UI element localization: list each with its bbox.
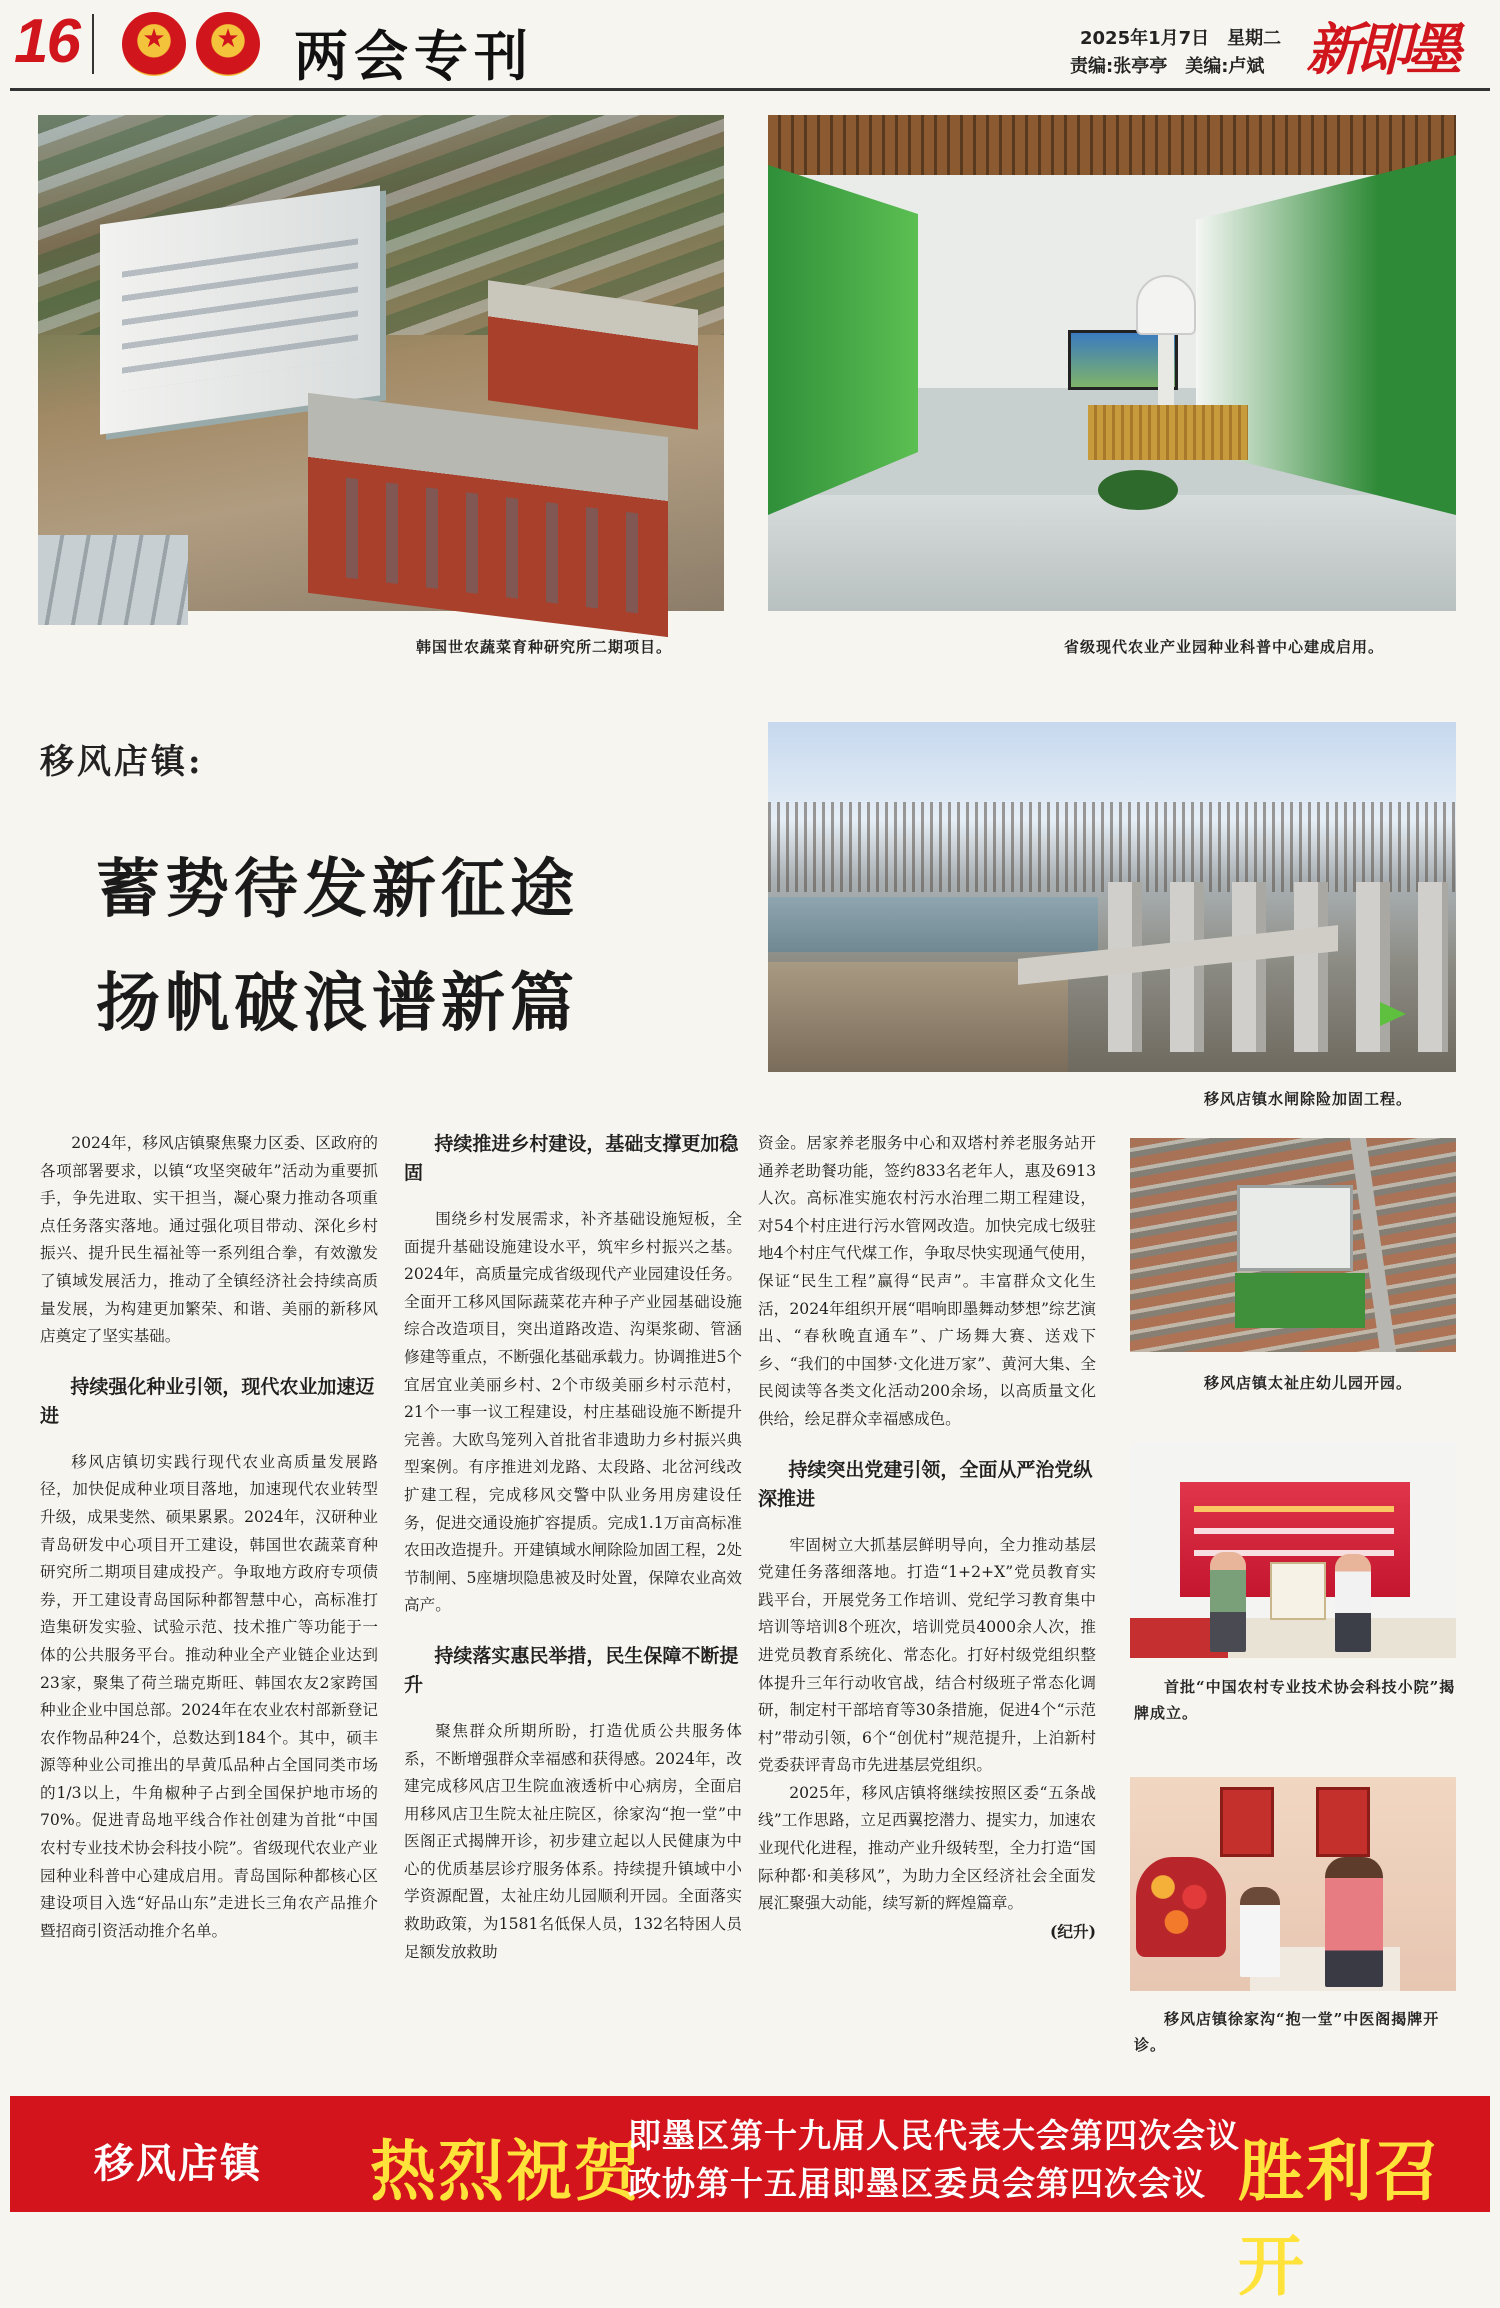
- caption-tcm-clinic: 移风店镇徐家沟“抱一堂”中医阁揭牌开诊。: [1134, 2010, 1440, 2054]
- photo-sluice-project: [768, 722, 1456, 1072]
- article-byline: (纪升): [1050, 1921, 1096, 1941]
- section-title: 两会专刊: [294, 25, 534, 88]
- article-intro: 2024年，移风店镇聚焦聚力区委、区政府的各项部署要求，以镇“攻坚突破年”活动为重要抓手，争先进取、实干担当，凝心聚力推动各项重点任务落实落地。通过强化项目带动、深化乡村振兴、提升民生福祉等一系列组合拳，有效激发了镇域发展活力，推动了全镇经济社会持续高质量发展，为构建更加繁荣、和谐、美丽的新移风店奠定了坚实基础。: [40, 1134, 378, 1346]
- caption-tech-academy: 首批“中国农村专业技术协会科技小院”揭牌成立。: [1134, 1678, 1456, 1722]
- article-kicker: 移风店镇:: [40, 742, 204, 782]
- headline-line-2: 扬帆破浪谱新篇: [96, 967, 579, 1041]
- subheading-party-building: 持续突出党建引领，全面从严治党纵深推进: [758, 1458, 1093, 1510]
- caption-science-center: 省级现代农业产业园种业科普中心建成启用。: [1064, 638, 1385, 656]
- issue-date: 2025年1月7日 星期二: [1080, 28, 1282, 49]
- editor-credits: 责编:张亭亭 美编:卢斌: [1070, 56, 1265, 77]
- caption-breeding-institute: 韩国世农蔬菜育种研究所二期项目。: [416, 638, 673, 656]
- article-column-1: [40, 1130, 378, 1945]
- banner-cheer: 热烈祝贺: [370, 2133, 642, 2210]
- photo-breeding-institute: [38, 115, 724, 611]
- banner-closing: 胜利召开: [1238, 2133, 1442, 2305]
- page-header: [0, 0, 1500, 90]
- article-column-3: [758, 1130, 1096, 1945]
- paragraph-rural-construction: 围绕乡村发展需求，补齐基础设施短板，全面提升基础设施建设水平，筑牢乡村振兴之基。2024年，高质量完成省级现代产业园建设任务。全面开工移风国际蔬菜花卉种子产业园基础设施综合改造项目，突出道路改造、沟渠浆砌、管涵修建等重点，不断强化基础承载力。协调推进5个宜居宜业美丽乡村、2个市级美丽乡村示范村，21个一事一议工程建设，村庄基础设施不断提升完善。大欧鸟笼列入首批省非遗助力乡村振兴典型案例。有序推进刘龙路、太段路、北岔河线改扩建工程，完成移风交警中队业务用房建设任务，促进交通设施扩容提质。完成1.1万亩高标准农田改造提升。开建镇域水闸除险加固工程，2处节制闸、5座塘坝隐患被及时处置，保障农业高效高产。: [404, 1210, 742, 1615]
- headline-line-1: 蓄势待发新征途: [96, 853, 579, 927]
- header-divider: [92, 14, 94, 74]
- cppcc-emblem-icon: [196, 12, 260, 76]
- caption-sluice-project: 移风店镇水闸除险加固工程。: [1204, 1090, 1413, 1108]
- article-column-2: [404, 1130, 742, 1966]
- paragraph-livelihood: 聚焦群众所期所盼，打造优质公共服务体系，不断增强群众幸福感和获得感。2024年，改建完成移风店卫生院血液透析中心病房，全面启用移风店卫生院太祉庄院区，徐家沟“抱一堂”中医阁正式揭牌开诊，初步建立起以人民健康为中心的优质基层诊疗服务体系。持续提升镇域中小学资源配置，太祉庄幼儿园顺利开园。全面落实救助政策，为1581名低保人员，132名特困人员足额发放救助: [404, 1721, 742, 1961]
- banner-cppcc-line: 政协第十五届即墨区委员会第四次会议: [628, 2164, 1206, 2203]
- page-number: 16: [14, 7, 79, 76]
- paragraph-party-building: 牢固树立大抓基层鲜明导向，全力推动基层党建任务落细落地。打造“1+2+X”党员教育实践平台，开展党务工作培训、党纪学习教育集中培训等培训8个班次，培训党员4000余人次，推进党员教育系统化、常态化。打好村级党组织整体提升三年行动收官战，结合村级班子常态化调研，制定村干部培育等30条措施，促进4个“示范村”带动引领，6个“创优村”规范提升，上泊新村党委获评青岛市先进基层党组织。: [758, 1535, 1096, 1775]
- congratulation-banner: [10, 2096, 1490, 2305]
- photo-tcm-clinic: [1130, 1777, 1456, 1991]
- paragraph-closing: 2025年，移风店镇将继续按照区委“五条战线”工作思路，立足西翼挖潜力、提实力，加速农业现代化进程，推动产业升级转型，全力打造“国际种都·和美移风”，为助力全区经济社会全面发展汇聚强大动能，续写新的辉煌篇章。: [758, 1783, 1096, 1913]
- paragraph-livelihood-continued: 资金。居家养老服务中心和双塔村养老服务站开通养老助餐功能，签约833名老年人，惠及6913人次。高标准实施农村污水治理二期工程建设，对54个村庄进行污水管网改造。加快完成七级驻地4个村庄气代煤工作，争取尽快实现通气使用，保证“民生工程”赢得“民声”。丰富群众文化生活，2024年组织开展“唱响即墨舞动梦想”综艺演出、“春秋晚直通车”、广场舞大赛、送戏下乡、“我们的中国梦·文化进万家”、黄河大集、全民阅读等各类文化活动200余场，以高质量文化供给，绘足群众幸福感成色。: [758, 1134, 1096, 1428]
- subheading-rural-construction: 持续推进乡村建设，基础支撑更加稳固: [404, 1133, 739, 1184]
- subheading-livelihood: 持续落实惠民举措，民生保障不断提升: [404, 1644, 739, 1696]
- photo-kindergarten: [1130, 1138, 1456, 1352]
- national-emblem-icon: [122, 12, 186, 76]
- caption-kindergarten: 移风店镇太祉庄幼儿园开园。: [1204, 1374, 1413, 1392]
- paragraph-seed-industry: 移风店镇切实践行现代农业高质量发展路径，加快促成种业项目落地，加速现代农业转型升级，成果斐然、硕果累累。2024年，汉研种业青岛研发中心项目开工建设，韩国世农蔬菜育种研究所二期项目建成投产。争取地方政府专项债券，开工建设青岛国际种都智慧中心，高标准打造集研发实验、试验示范、技术推广等功能于一体的公共服务平台。推动种业全产业链企业达到23家，聚集了荷兰瑞克斯旺、韩国农友2家跨国种业企业中国总部。2024年在农业农村部新登记农作物品种24个，总数达到184个。其中，硕丰源等种业公司推出的旱黄瓜品种占全国同类市场的1/3以上，牛角椒种子占到全国保护地市场的70%。促进青岛地平线合作社创建为首批“中国农村专业技术协会科技小院”。省级现代农业产业园种业科普中心建成启用。青岛国际种都核心区建设项目入选“好品山东”走进长三角农产品推介暨招商引资活动推介名单。: [40, 1452, 378, 1940]
- header-rule: [10, 88, 1490, 91]
- banner-congress-line: 即墨区第十九届人民代表大会第四次会议: [628, 2116, 1240, 2155]
- subheading-seed-industry: 持续强化种业引领，现代农业加速迈进: [40, 1375, 375, 1427]
- photo-tech-academy: [1130, 1442, 1456, 1657]
- photo-science-center: [768, 115, 1456, 611]
- newspaper-masthead: 新即墨: [1306, 17, 1456, 83]
- banner-town-name: 移风店镇: [94, 2141, 262, 2187]
